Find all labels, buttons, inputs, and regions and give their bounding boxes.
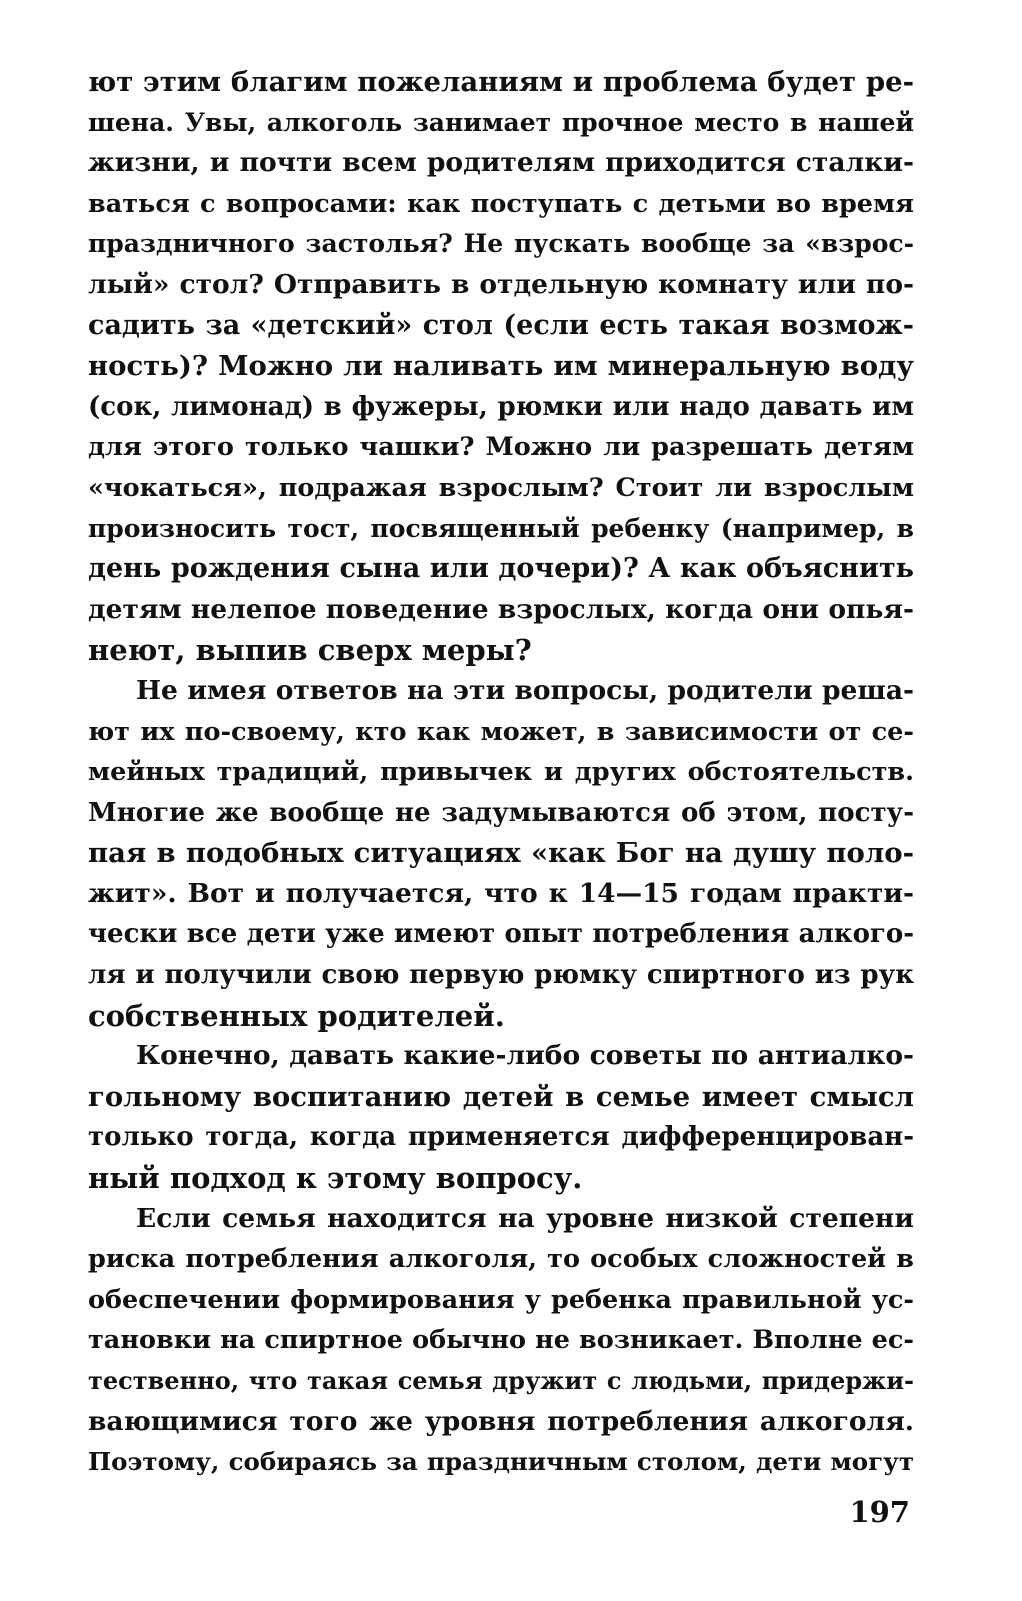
text-line: чески все дети уже имеют опыт потребления алкого- (88, 919, 914, 950)
text-line: «чокаться», подражая взрослым? Стоит ли взрослым (88, 472, 914, 503)
text-line: мейных традиций, привычек и других обстоятельств. (88, 757, 914, 788)
text-line: тановки на спиртное обычно не возникает. Вполне ес- (88, 1325, 914, 1356)
text-line: Многие же вообще не задумываются об этом, посту- (88, 797, 914, 828)
paragraph-3 (88, 1036, 914, 1198)
text-line: лый» стол? Отправить в отдельную комнату или по- (88, 268, 914, 300)
paragraph-1 (88, 62, 914, 671)
text-line: ный подход к этому вопросу. (88, 1161, 583, 1196)
text-line: только тогда, когда применяется дифференцирован- (88, 1122, 914, 1153)
text-line: день рождения сына или дочери)? А как объяснить (88, 553, 914, 585)
text-line: произносить тост, посвященный ребенку (например, в (88, 513, 914, 543)
text-line: тественно, что такая семья дружит с людьми, придержи- (88, 1366, 914, 1395)
text-line: ют этим благим пожеланиям и проблема будет ре- (88, 66, 914, 98)
text-line: обеспечении формирования у ребенка правильной ус- (88, 1284, 914, 1315)
text-line: Не имея ответов на эти вопросы, родители реша- (136, 674, 914, 706)
text-line: праздничного застолья? Не пускать вообще за «взрос- (88, 229, 914, 259)
text-line: неют, выпив сверх меры? (88, 633, 532, 668)
text-line: гольному воспитанию детей в семье имеет смысл (88, 1080, 914, 1113)
text-line: ют их по-своему, кто как может, в зависимости от се- (88, 716, 914, 747)
text-line: собственных родителей. (88, 998, 505, 1033)
text-line: для этого только чашки? Можно ли разрешать детям (88, 432, 914, 463)
paragraph-4 (88, 1199, 914, 1483)
text-line: (сок, лимонад) в фужеры, рюмки или надо давать им (88, 391, 914, 422)
paragraph-2 (88, 671, 914, 1036)
body-text (88, 62, 914, 1483)
text-line: Конечно, давать какие-либо советы по антиалко- (136, 1040, 914, 1072)
text-line: риска потребления алкоголя, то особых сложностей в (88, 1244, 914, 1275)
text-line: вающимися того же уровня потребления алкоголя. (88, 1405, 914, 1437)
text-line: жизни, и почти всем родителям приходится сталки- (88, 147, 914, 179)
text-line: ность)? Можно ли наливать им минеральную воду (88, 350, 914, 383)
text-line: Если семья находится на уровне низкой степени (136, 1202, 914, 1234)
text-line: жит». Вот и получается, что к 14—15 годам практи- (88, 877, 914, 909)
text-line: садить за «детский» стол (если есть такая возмож- (88, 309, 914, 341)
text-line: ля и получили свою первую рюмку спиртного из рук (88, 960, 914, 991)
text-line: детям нелепое поведение взрослых, когда они опья- (88, 593, 914, 625)
text-line: Поэтому, собираясь за праздничным столом, дети могут (88, 1447, 914, 1477)
page-number: 197 (849, 1495, 910, 1529)
text-line: пая в подобных ситуациях «как Бог на душу поло- (88, 837, 914, 870)
text-line: шена. Увы, алкоголь занимает прочное место в нашей (88, 107, 914, 137)
text-line: ваться с вопросами: как поступать с детьми во время (88, 188, 914, 219)
